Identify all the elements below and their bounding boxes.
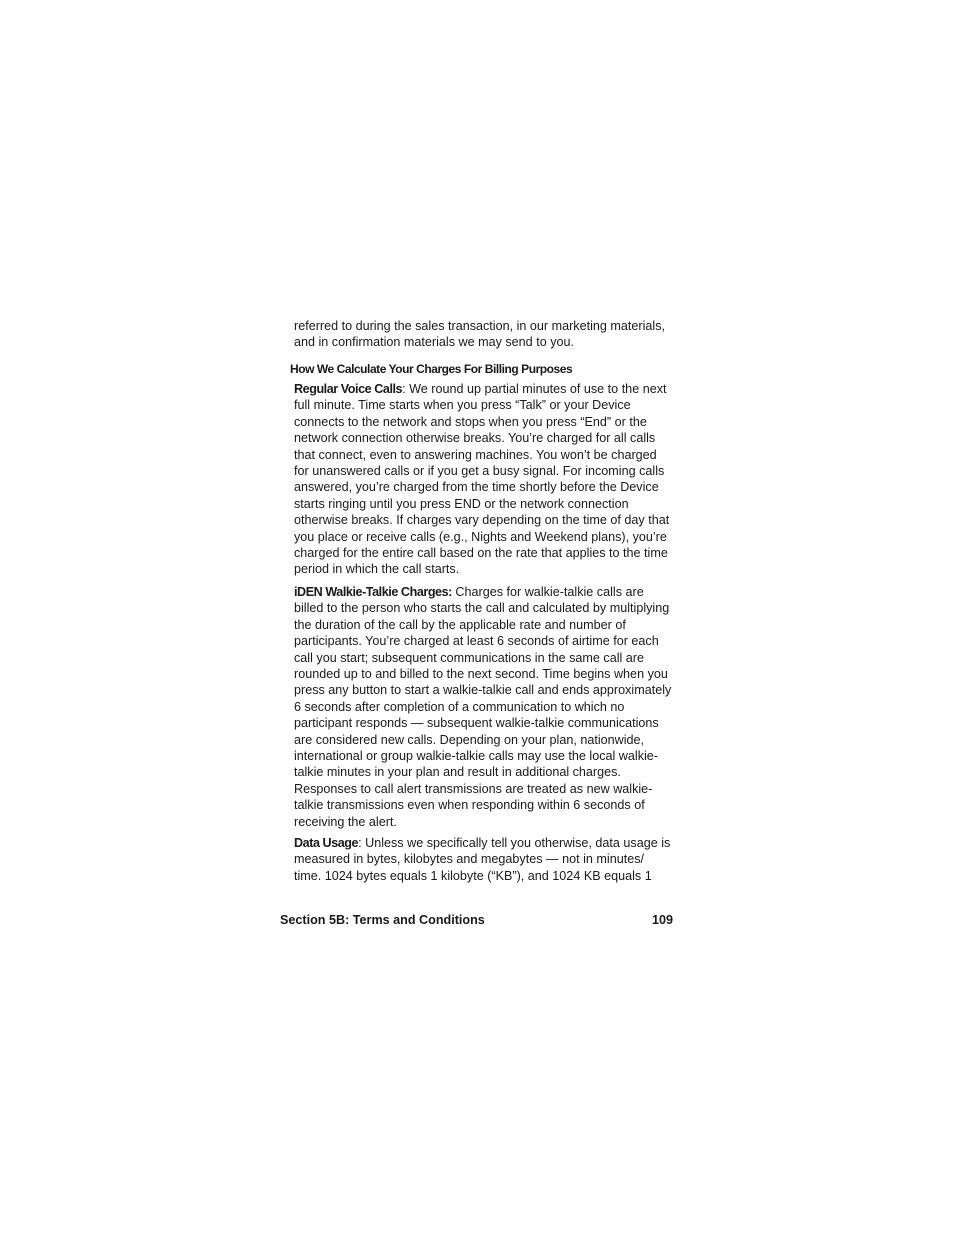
footer-page-number: 109	[651, 913, 673, 927]
voice-calls-term: Regular Voice Calls	[294, 382, 403, 396]
voice-calls-paragraph	[294, 381, 674, 578]
walkie-talkie-text: Charges for walkie-talkie calls are billed to the person who starts the call and calculated by multiplying the duration of the call by the applicable rate and number of participants. You’re charged at least 6 seconds of airtime for each call you start; subsequent communications in the same call are rounded up to and billed to the next second. Time begins when you press any button to start a walkie-talkie call and ends approximately 6 seconds after completion of a communication to which no participant responds — subsequent walkie-talkie communications are considered new calls. Depending on your plan, nationwide, international or group walkie-talkie calls may use the local walkie-talkie minutes in your plan and result in additional charges. Responses to call alert transmissions are treated as new walkie-talkie transmissions even when responding within 6 seconds of receiving the alert.	[294, 585, 672, 829]
footer-section-title: Section 5B: Terms and Conditions	[280, 913, 485, 927]
section-heading: How We Calculate Your Charges For Billing Purposes	[290, 362, 573, 376]
walkie-talkie-term: iDEN Walkie-Talkie Charges:	[294, 585, 452, 599]
data-usage-paragraph	[294, 835, 674, 884]
intro-paragraph	[294, 318, 674, 351]
voice-calls-text: : We round up partial minutes of use to the next full minute. Time starts when you press “Talk” or your Device connects to the network and stops when you press “End” or the network connection otherwise breaks. You’re charged for all calls that connect, even to answering machines. You won’t be charged for unanswered calls or if you get a busy signal. For incoming calls answered, you’re charged from the time shortly before the Device starts ringing until you press END or the network connection otherwise breaks. If charges vary depending on the time of day that you place or receive calls (e.g., Nights and Weekend plans), you’re charged for the entire call based on the rate that applies to the time period in which the call starts.	[294, 382, 670, 577]
intro-text: referred to during the sales transaction, in our marketing materials, and in confirmation materials we may send to you.	[294, 319, 665, 350]
walkie-talkie-paragraph	[294, 584, 674, 830]
data-usage-text: : Unless we specifically tell you otherwise, data usage is measured in bytes, kilobytes and megabytes — not in minutes/ time. 1024 bytes equals 1 kilobyte (“KB”), and 1024 KB equals 1	[294, 836, 671, 883]
data-usage-term: Data Usage	[294, 836, 359, 850]
